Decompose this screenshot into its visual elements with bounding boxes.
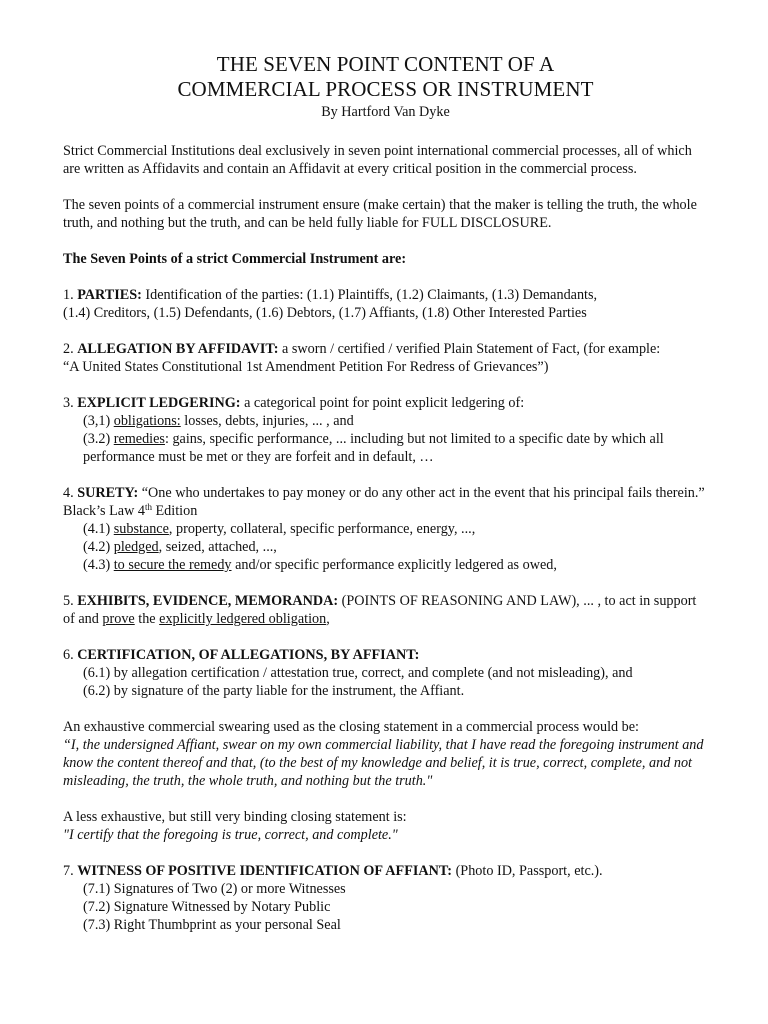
point-number: 2. bbox=[63, 341, 78, 357]
point-number: 6. bbox=[63, 647, 78, 663]
title-line-2: COMMERCIAL PROCESS OR INSTRUMENT bbox=[177, 77, 594, 101]
subpoint-4-3 bbox=[63, 556, 708, 574]
subpoint-number: (4.2) bbox=[83, 539, 114, 555]
point-label: EXHIBITS, EVIDENCE, MEMORANDA: bbox=[77, 593, 339, 609]
point-text: Identification of the parties: (1.1) Plaintiffs, (1.2) Claimants, (1.3) Demandants, bbox=[141, 287, 598, 303]
subpoint-number: (4.1) bbox=[83, 521, 114, 537]
point-1-parties bbox=[63, 286, 708, 322]
point-label: ALLEGATION BY AFFIDAVIT: bbox=[77, 341, 279, 357]
underlined-term: prove bbox=[102, 611, 135, 627]
subpoint-3-1 bbox=[63, 412, 708, 430]
point-3-ledgering bbox=[63, 394, 708, 466]
point-text: the bbox=[134, 611, 160, 627]
document-title bbox=[63, 52, 708, 102]
point-number: 1. bbox=[63, 287, 78, 303]
underlined-term: substance bbox=[113, 521, 169, 537]
point-text: (POINTS OF REASONING AND LAW), ... , to act in support of and bbox=[63, 593, 697, 627]
underlined-term: explicitly ledgered obligation bbox=[159, 611, 327, 627]
point-text: “One who undertakes to pay money or do any other act in the event that his principal fails therein.” Black’s Law 4 bbox=[63, 485, 705, 519]
subpoint-7-3: (7.3) Right Thumbprint as your personal Seal bbox=[83, 917, 341, 933]
subpoint-number: (3.2) bbox=[83, 431, 114, 447]
intro-paragraph-2: The seven points of a commercial instrument ensure (make certain) that the maker is telling the truth, the whole truth, and nothing but the truth, and can be held fully liable for FULL DISCLOSURE. bbox=[63, 197, 697, 231]
point-text: “A United States Constitutional 1st Amendment Petition For Redress of Grievances”) bbox=[63, 359, 549, 375]
closing-quote: "I certify that the foregoing is true, correct, and complete." bbox=[63, 827, 398, 843]
point-label: SURETY: bbox=[77, 485, 139, 501]
underlined-term: obligations: bbox=[113, 413, 181, 429]
point-label: EXPLICIT LEDGERING: bbox=[77, 395, 241, 411]
point-text: (Photo ID, Passport, etc.). bbox=[452, 863, 603, 879]
subpoint-7-1: (7.1) Signatures of Two (2) or more Witnesses bbox=[83, 881, 346, 897]
subpoint-text: losses, debts, injuries, ... , and bbox=[180, 413, 354, 429]
point-text: a categorical point for point explicit ledgering of: bbox=[240, 395, 525, 411]
point-5-exhibits bbox=[63, 592, 708, 628]
subpoint-3-2 bbox=[63, 430, 708, 466]
point-6-certification bbox=[63, 646, 708, 700]
section-heading: The Seven Points of a strict Commercial Instrument are: bbox=[63, 251, 407, 267]
closing-quote: “I, the undersigned Affiant, swear on my own commercial liability, that I have read the foregoing instrument and know the content thereof and that, (to the best of my knowledge and belief, it is true, correct, complete, and not misleading, the truth, the whole truth, and nothing but the truth." bbox=[63, 737, 704, 789]
point-number: 5. bbox=[63, 593, 78, 609]
point-number: 3. bbox=[63, 395, 78, 411]
point-4-surety bbox=[63, 484, 708, 574]
underlined-term: pledged bbox=[113, 539, 159, 555]
underlined-term: remedies bbox=[113, 431, 165, 447]
underlined-term: to secure the remedy bbox=[113, 557, 232, 573]
subpoint-text: , seized, attached, ..., bbox=[158, 539, 277, 555]
point-label: CERTIFICATION, OF ALLEGATIONS, BY AFFIANT: bbox=[77, 647, 420, 663]
superscript: th bbox=[144, 502, 152, 512]
point-number: 4. bbox=[63, 485, 78, 501]
point-label: PARTIES: bbox=[77, 287, 142, 303]
closing-statement-exhaustive bbox=[63, 718, 708, 790]
point-number: 7. bbox=[63, 863, 78, 879]
subpoint-6-1: (6.1) by allegation certification / attestation true, correct, and complete (and not misleading), and bbox=[83, 665, 633, 681]
subpoint-number: (4.3) bbox=[83, 557, 114, 573]
point-label: WITNESS OF POSITIVE IDENTIFICATION OF AFFIANT: bbox=[77, 863, 453, 879]
point-2-allegation bbox=[63, 340, 708, 376]
byline: By Hartford Van Dyke bbox=[321, 104, 450, 120]
subpoint-text: : gains, specific performance, ... including but not limited to a specific date by which all performance must be met or they are forfeit and in default, … bbox=[83, 431, 664, 465]
subpoint-4-2 bbox=[63, 538, 708, 556]
subpoint-text: , property, collateral, specific performance, energy, ..., bbox=[168, 521, 476, 537]
subpoint-text: and/or specific performance explicitly ledgered as owed, bbox=[231, 557, 557, 573]
closing-intro: A less exhaustive, but still very binding closing statement is: bbox=[63, 809, 407, 825]
closing-statement-short bbox=[63, 808, 708, 844]
closing-intro: An exhaustive commercial swearing used as the closing statement in a commercial process would be: bbox=[63, 719, 639, 735]
subpoint-4-1 bbox=[63, 520, 708, 538]
title-line-1: THE SEVEN POINT CONTENT OF A bbox=[216, 52, 555, 76]
point-text: (1.4) Creditors, (1.5) Defendants, (1.6) Debtors, (1.7) Affiants, (1.8) Other Interested Parties bbox=[63, 305, 587, 321]
subpoint-6-2: (6.2) by signature of the party liable for the instrument, the Affiant. bbox=[83, 683, 465, 699]
intro-paragraph-1: Strict Commercial Institutions deal exclusively in seven point international commercial processes, all of which are written as Affidavits and contain an Affidavit at every critical position in the commercial process. bbox=[63, 143, 692, 177]
point-text: Edition bbox=[151, 503, 198, 519]
point-text: , bbox=[326, 611, 330, 627]
subpoint-7-2: (7.2) Signature Witnessed by Notary Public bbox=[83, 899, 331, 915]
point-text: a sworn / certified / verified Plain Statement of Fact, (for example: bbox=[278, 341, 661, 357]
point-7-witness bbox=[63, 862, 708, 934]
subpoint-number: (3,1) bbox=[83, 413, 114, 429]
